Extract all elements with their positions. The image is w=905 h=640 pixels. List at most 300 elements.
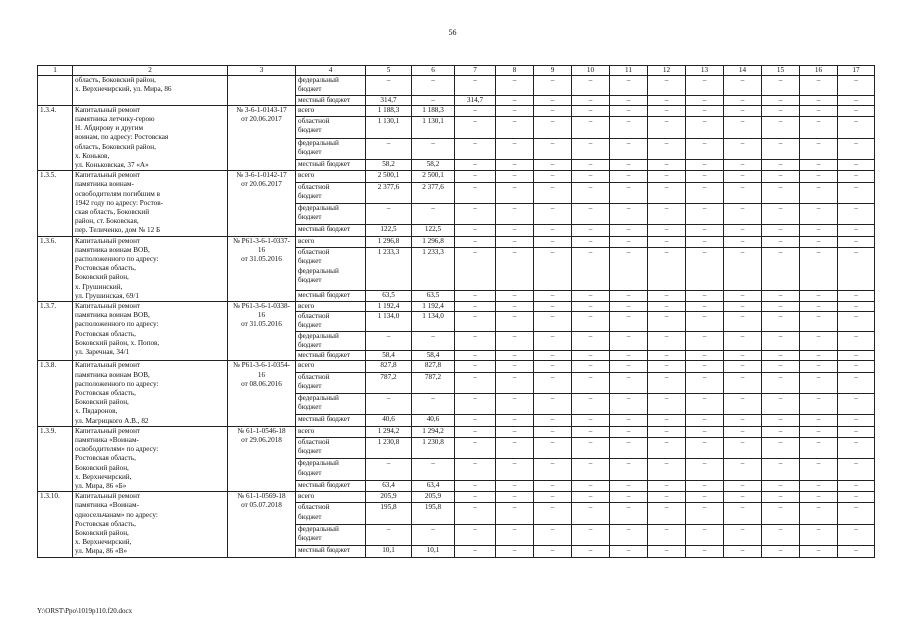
amount-cell: – xyxy=(534,437,572,458)
funding-source-line: местный бюджет xyxy=(298,546,351,555)
funding-source-line: бюджет xyxy=(298,275,322,284)
amount-cell: – xyxy=(762,138,800,159)
amount-cell: – xyxy=(648,361,686,372)
amount-cell: – xyxy=(534,159,572,170)
amount-cell: – xyxy=(534,171,572,182)
funding-source xyxy=(296,203,366,224)
amount-cell: – xyxy=(496,426,534,437)
funding-source-line: бюджет xyxy=(298,257,322,266)
object-name-line: ул. Магрицкого А.В., 82 xyxy=(75,416,149,425)
item-number: 1.3.5. xyxy=(38,171,73,236)
amount-cell: – xyxy=(762,372,800,393)
amount-cell: – xyxy=(610,290,648,301)
funding-source-line: местный бюджет xyxy=(298,290,351,299)
object-name-line: Боковский район, xyxy=(75,463,129,472)
amount-cell: 1 230,8 xyxy=(366,437,412,458)
funding-source-line: бюджет xyxy=(298,340,322,349)
amount-cell: 10,1 xyxy=(366,546,412,557)
amount-cell: – xyxy=(496,302,534,312)
amount-cell: – xyxy=(366,331,412,350)
amount-cell: – xyxy=(800,159,838,170)
funding-source xyxy=(296,225,366,236)
amount-cell: – xyxy=(762,76,800,95)
funding-source-line: всего xyxy=(298,171,315,180)
amount-cell: – xyxy=(648,203,686,224)
document-line: от 05.07.2018 xyxy=(241,501,282,510)
document-line: от 20.06.2017 xyxy=(241,115,282,124)
funding-source-line: областной xyxy=(298,117,330,126)
table-row xyxy=(38,492,875,503)
amount-cell: 1 296,8 xyxy=(366,236,412,247)
funding-source-line: всего xyxy=(298,361,315,370)
amount-cell: – xyxy=(610,171,648,182)
amount-cell: – xyxy=(455,361,496,372)
amount-cell: – xyxy=(800,351,838,361)
amount-cell: – xyxy=(724,524,762,545)
amount-cell: – xyxy=(572,76,610,95)
amount-cell: – xyxy=(800,117,838,138)
amount-cell: – xyxy=(534,302,572,312)
amount-cell: – xyxy=(610,351,648,361)
amount-cell: – xyxy=(686,302,724,312)
document-line: 16 xyxy=(257,311,266,320)
funding-source xyxy=(296,248,366,290)
amount-cell: – xyxy=(724,248,762,290)
amount-cell: 58,2 xyxy=(412,159,455,170)
amount-cell: – xyxy=(762,159,800,170)
funding-source-line: местный бюджет xyxy=(298,225,351,234)
amount-cell: – xyxy=(724,290,762,301)
amount-cell: – xyxy=(724,372,762,393)
funding-source-line: бюджет xyxy=(298,447,322,456)
object-name-line: Ростовская область, xyxy=(75,388,136,397)
amount-cell: – xyxy=(496,95,534,105)
amount-cell: – xyxy=(496,248,534,290)
file-path-footer: Y:\ORST\Ppo\1019p110.f20.docx xyxy=(37,607,133,615)
funding-source xyxy=(296,117,366,138)
amount-cell: – xyxy=(496,524,534,545)
amount-cell: – xyxy=(455,415,496,426)
table-row xyxy=(38,302,875,312)
amount-cell: – xyxy=(800,459,838,480)
amount-cell: – xyxy=(455,182,496,203)
amount-cell: – xyxy=(572,138,610,159)
amount-cell: – xyxy=(572,171,610,182)
document-line: от 08.06.2016 xyxy=(241,379,282,388)
amount-cell: – xyxy=(496,394,534,415)
document-line: 16 xyxy=(257,370,266,379)
funding-source xyxy=(296,394,366,415)
document-line: № 61-1-0546-18 xyxy=(237,426,286,435)
object-name-line: Боковский район, xyxy=(75,398,129,407)
item-number: 1.3.6. xyxy=(38,236,73,301)
budget-table xyxy=(37,65,875,558)
funding-source-line: бюджет xyxy=(298,512,322,521)
amount-cell: 1 188,3 xyxy=(412,105,455,116)
amount-cell: – xyxy=(455,117,496,138)
expertise-document xyxy=(228,361,296,426)
amount-cell: – xyxy=(572,351,610,361)
object-name-line: Капитальный ремонт xyxy=(75,426,141,435)
object-name-line: Ростовская область, xyxy=(75,264,136,273)
amount-cell: – xyxy=(724,492,762,503)
column-header-4: 4 xyxy=(296,66,366,76)
amount-cell: – xyxy=(572,437,610,458)
amount-cell: – xyxy=(496,503,534,524)
funding-source-line: бюджет xyxy=(298,381,322,390)
amount-cell: – xyxy=(496,480,534,491)
table-row xyxy=(38,171,875,182)
amount-cell: – xyxy=(762,236,800,247)
funding-source-line: всего xyxy=(298,492,315,501)
amount-cell: 1 130,1 xyxy=(366,117,412,138)
amount-cell: – xyxy=(838,290,875,301)
amount-cell: – xyxy=(455,492,496,503)
amount-cell: – xyxy=(724,76,762,95)
amount-cell: 2 377,6 xyxy=(366,182,412,203)
table-row xyxy=(38,426,875,437)
object-name-line: х. Коньков, xyxy=(75,151,110,160)
amount-cell: – xyxy=(610,138,648,159)
funding-source xyxy=(296,480,366,491)
amount-cell: – xyxy=(800,480,838,491)
amount-cell: – xyxy=(648,290,686,301)
object-name-line: воинам, по адресу: Ростовская xyxy=(75,133,169,142)
funding-source-line: областной xyxy=(298,312,330,321)
amount-cell: – xyxy=(455,372,496,393)
amount-cell: – xyxy=(496,372,534,393)
amount-cell: – xyxy=(455,394,496,415)
funding-source-line: бюджет xyxy=(298,147,322,156)
object-name xyxy=(73,302,228,361)
amount-cell: – xyxy=(534,138,572,159)
amount-cell: – xyxy=(455,159,496,170)
funding-source-line: федеральный xyxy=(298,394,339,402)
amount-cell: – xyxy=(534,248,572,290)
amount-cell: – xyxy=(534,524,572,545)
amount-cell: – xyxy=(610,225,648,236)
amount-cell: – xyxy=(496,76,534,95)
amount-cell: – xyxy=(648,394,686,415)
amount-cell: – xyxy=(534,290,572,301)
amount-cell: – xyxy=(648,503,686,524)
amount-cell: – xyxy=(762,248,800,290)
amount-cell: – xyxy=(496,312,534,331)
amount-cell: 1 134,0 xyxy=(366,312,412,331)
item-number: 1.3.9. xyxy=(38,426,73,491)
amount-cell: – xyxy=(838,248,875,290)
amount-cell: – xyxy=(496,117,534,138)
amount-cell: – xyxy=(572,372,610,393)
amount-cell: 1 192,4 xyxy=(366,302,412,312)
amount-cell: 1 296,8 xyxy=(412,236,455,247)
amount-cell: – xyxy=(724,437,762,458)
amount-cell: – xyxy=(800,76,838,95)
object-name-line: Капитальный ремонт xyxy=(75,302,141,311)
funding-source xyxy=(296,105,366,116)
amount-cell: – xyxy=(686,426,724,437)
amount-cell: 205,9 xyxy=(412,492,455,503)
amount-cell: – xyxy=(496,203,534,224)
object-name-line: Капитальный ремонт xyxy=(75,171,141,180)
amount-cell: – xyxy=(455,312,496,331)
amount-cell: – xyxy=(686,95,724,105)
funding-source xyxy=(296,426,366,437)
document-line: № Р61-3-6-1-0337- xyxy=(233,236,290,245)
amount-cell: – xyxy=(800,105,838,116)
amount-cell: – xyxy=(762,312,800,331)
object-name-line: освободителям погибшим в xyxy=(75,189,161,198)
amount-cell: – xyxy=(366,459,412,480)
amount-cell: – xyxy=(455,437,496,458)
object-name-line: памятника воинам ВОВ, xyxy=(75,370,150,379)
expertise-document xyxy=(228,492,296,557)
funding-source xyxy=(296,159,366,170)
funding-source xyxy=(296,312,366,331)
amount-cell: – xyxy=(838,312,875,331)
table-row xyxy=(38,236,875,247)
object-name-line: Боковский район, х. Попов, xyxy=(75,338,160,347)
amount-cell: – xyxy=(610,236,648,247)
amount-cell: – xyxy=(838,138,875,159)
amount-cell: – xyxy=(762,480,800,491)
amount-cell: – xyxy=(686,394,724,415)
amount-cell: – xyxy=(800,415,838,426)
amount-cell: – xyxy=(572,225,610,236)
amount-cell: – xyxy=(496,415,534,426)
amount-cell: 1 294,2 xyxy=(366,426,412,437)
item-number: 1.3.7. xyxy=(38,302,73,361)
object-name-line: Капитальный ремонт xyxy=(75,105,141,114)
amount-cell: 1 134,0 xyxy=(412,312,455,331)
amount-cell: – xyxy=(610,480,648,491)
table-row xyxy=(38,105,875,116)
amount-cell: – xyxy=(838,459,875,480)
amount-cell: – xyxy=(572,290,610,301)
amount-cell: 10,1 xyxy=(412,546,455,557)
amount-cell: – xyxy=(534,203,572,224)
funding-source-line: федеральный xyxy=(298,76,339,85)
object-name-line: расположенного по адресу: xyxy=(75,379,159,388)
funding-source xyxy=(296,302,366,312)
amount-cell: – xyxy=(648,312,686,331)
amount-cell: – xyxy=(724,225,762,236)
amount-cell: – xyxy=(455,171,496,182)
amount-cell: – xyxy=(838,117,875,138)
amount-cell: – xyxy=(800,182,838,203)
funding-source-line: бюджет xyxy=(298,213,322,222)
amount-cell: – xyxy=(572,492,610,503)
funding-source xyxy=(296,182,366,203)
amount-cell: – xyxy=(648,426,686,437)
object-name-line: расположенного по адресу: xyxy=(75,320,159,329)
amount-cell: – xyxy=(648,492,686,503)
amount-cell: – xyxy=(610,248,648,290)
expertise-document xyxy=(228,236,296,301)
amount-cell: – xyxy=(572,426,610,437)
document-line: от 20.06.2017 xyxy=(241,180,282,189)
amount-cell: – xyxy=(838,394,875,415)
amount-cell: – xyxy=(648,524,686,545)
funding-source xyxy=(296,95,366,105)
object-name-line: Капитальный ремонт xyxy=(75,361,141,370)
amount-cell: – xyxy=(724,331,762,350)
amount-cell: – xyxy=(412,76,455,95)
amount-cell: – xyxy=(762,546,800,557)
amount-cell: – xyxy=(572,302,610,312)
amount-cell: – xyxy=(610,426,648,437)
amount-cell: – xyxy=(762,361,800,372)
object-name-line: ул. Грушинская, 69/1 xyxy=(75,291,139,300)
expertise-document xyxy=(228,76,296,106)
amount-cell: – xyxy=(366,76,412,95)
amount-cell: – xyxy=(648,95,686,105)
amount-cell: – xyxy=(572,312,610,331)
amount-cell: 2 500,1 xyxy=(366,171,412,182)
column-header-12: 12 xyxy=(648,66,686,76)
amount-cell: – xyxy=(838,503,875,524)
amount-cell: – xyxy=(534,76,572,95)
amount-cell: – xyxy=(455,225,496,236)
column-header-5: 5 xyxy=(366,66,412,76)
funding-source-line: федеральный xyxy=(298,524,339,533)
amount-cell: – xyxy=(572,361,610,372)
amount-cell: 195,8 xyxy=(366,503,412,524)
amount-cell: – xyxy=(572,159,610,170)
amount-cell: 827,8 xyxy=(366,361,412,372)
amount-cell: – xyxy=(610,76,648,95)
amount-cell: – xyxy=(800,492,838,503)
amount-cell: – xyxy=(534,236,572,247)
amount-cell: – xyxy=(534,95,572,105)
funding-source-line: областной xyxy=(298,372,330,381)
amount-cell: – xyxy=(762,394,800,415)
column-header-6: 6 xyxy=(412,66,455,76)
amount-cell: – xyxy=(496,182,534,203)
amount-cell: – xyxy=(838,203,875,224)
amount-cell: – xyxy=(762,503,800,524)
amount-cell: – xyxy=(686,290,724,301)
column-header-17: 17 xyxy=(838,66,875,76)
object-name-line: освободителям» по адресу: xyxy=(75,445,159,454)
amount-cell: – xyxy=(534,503,572,524)
document-line: от 31.05.2016 xyxy=(241,320,282,329)
column-header-15: 15 xyxy=(762,66,800,76)
amount-cell: – xyxy=(648,546,686,557)
amount-cell: – xyxy=(838,159,875,170)
amount-cell: – xyxy=(455,426,496,437)
object-name-line: х. Верхнечирский, xyxy=(75,472,132,481)
amount-cell: – xyxy=(762,95,800,105)
document-line: от 31.05.2016 xyxy=(241,255,282,264)
object-name-line: памятника «Воинам- xyxy=(75,435,139,444)
amount-cell: – xyxy=(724,312,762,331)
column-header-9: 9 xyxy=(534,66,572,76)
funding-source-line: бюджет xyxy=(298,85,322,94)
funding-source-line: федеральный xyxy=(298,138,339,147)
amount-cell: – xyxy=(534,546,572,557)
amount-cell: – xyxy=(534,105,572,116)
amount-cell: – xyxy=(724,236,762,247)
amount-cell: 1 233,3 xyxy=(366,248,412,290)
amount-cell: – xyxy=(762,203,800,224)
funding-source-line: всего xyxy=(298,105,315,114)
amount-cell: – xyxy=(610,117,648,138)
amount-cell: – xyxy=(648,225,686,236)
amount-cell: – xyxy=(610,415,648,426)
amount-cell: – xyxy=(496,437,534,458)
document-line: от 29.06.2018 xyxy=(241,435,282,444)
item-number: 1.3.8. xyxy=(38,361,73,426)
funding-source-line: бюджет xyxy=(298,191,322,200)
amount-cell: – xyxy=(724,159,762,170)
amount-cell: – xyxy=(686,361,724,372)
amount-cell: 205,9 xyxy=(366,492,412,503)
object-name-line: ул. Мира, 86 «Б» xyxy=(75,481,127,490)
funding-source-line: местный бюджет xyxy=(298,351,351,360)
funding-source-line: местный бюджет xyxy=(298,480,351,489)
amount-cell: – xyxy=(496,171,534,182)
amount-cell: – xyxy=(686,503,724,524)
amount-cell: – xyxy=(762,105,800,116)
amount-cell: – xyxy=(762,117,800,138)
amount-cell: – xyxy=(838,331,875,350)
amount-cell: – xyxy=(648,236,686,247)
amount-cell: – xyxy=(496,492,534,503)
funding-source-line: всего xyxy=(298,426,315,435)
amount-cell: 1 188,3 xyxy=(366,105,412,116)
column-header-2: 2 xyxy=(73,66,228,76)
amount-cell: – xyxy=(610,372,648,393)
amount-cell: – xyxy=(800,524,838,545)
object-name-line: памятника «Воинам- xyxy=(75,501,139,510)
amount-cell: – xyxy=(686,459,724,480)
object-name xyxy=(73,105,228,170)
amount-cell: – xyxy=(686,480,724,491)
amount-cell: – xyxy=(724,203,762,224)
item-number xyxy=(38,76,73,106)
amount-cell: – xyxy=(610,503,648,524)
amount-cell: – xyxy=(455,331,496,350)
object-name-line: х. Верхнечирский, xyxy=(75,538,132,547)
amount-cell: – xyxy=(762,290,800,301)
amount-cell: – xyxy=(610,159,648,170)
column-header-8: 8 xyxy=(496,66,534,76)
funding-source-line: бюджет xyxy=(298,126,322,135)
amount-cell: – xyxy=(838,361,875,372)
funding-source xyxy=(296,138,366,159)
object-name-line: памятника летчику-герою xyxy=(75,115,155,124)
amount-cell: – xyxy=(648,372,686,393)
object-name-line: Н. Абдирову и другим xyxy=(75,124,144,133)
amount-cell: – xyxy=(762,437,800,458)
object-name xyxy=(73,492,228,557)
object-name xyxy=(73,426,228,491)
object-name-line: расположенного по адресу: xyxy=(75,255,159,264)
amount-cell: – xyxy=(455,480,496,491)
amount-cell: – xyxy=(838,95,875,105)
amount-cell: – xyxy=(412,138,455,159)
amount-cell: – xyxy=(572,203,610,224)
funding-source xyxy=(296,372,366,393)
amount-cell: 63,5 xyxy=(366,290,412,301)
document-line: № Р61-3-6-1-0338- xyxy=(233,302,290,311)
amount-cell: – xyxy=(496,138,534,159)
column-header-16: 16 xyxy=(800,66,838,76)
amount-cell: – xyxy=(572,394,610,415)
funding-source-line: местный бюджет xyxy=(298,95,351,104)
amount-cell: – xyxy=(800,426,838,437)
